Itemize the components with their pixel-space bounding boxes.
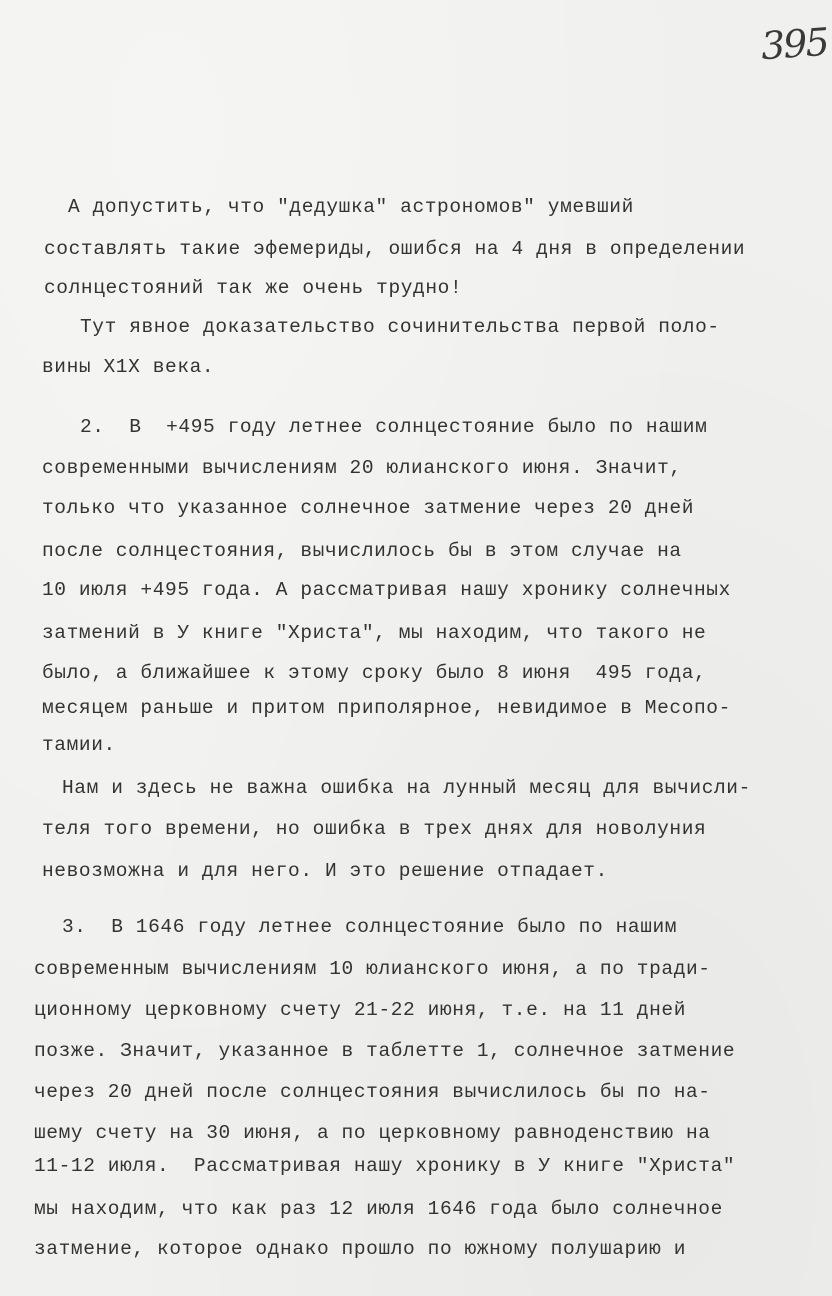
- text-line-10: 10 июля +495 года. А рассматривая нашу хронику солнечных: [42, 579, 731, 601]
- text-line-22: через 20 дней после солнцестояния вычислилось бы по на-: [34, 1081, 711, 1103]
- text-line-24: 11-12 июля. Рассматривая нашу хронику в У книге "Христа": [34, 1155, 736, 1177]
- text-line-13: месяцем раньше и притом приполярное, невидимое в Месопо-: [42, 697, 731, 719]
- text-line-14: тамии.: [42, 734, 116, 756]
- text-line-11: затмений в У книге "Христа", мы находим, что такого не: [42, 622, 707, 644]
- text-line-26: затмение, которое однако прошло по южному полушарию и: [34, 1238, 687, 1260]
- text-line-23: шему счету на 30 июня, а по церковному равноденствию на: [34, 1122, 711, 1144]
- text-line-21: позже. Значит, указанное в таблетте 1, солнечное затмение: [34, 1040, 736, 1062]
- page-number: 395: [760, 19, 830, 69]
- text-line-6: 2. В +495 году летнее солнцестояние было по нашим: [80, 416, 708, 438]
- text-line-5: вины Х1Х века.: [42, 356, 215, 378]
- text-line-18: 3. В 1646 году летнее солнцестояние было по нашим: [62, 916, 678, 938]
- text-line-25: мы находим, что как раз 12 июля 1646 года было солнечное: [34, 1198, 723, 1220]
- text-line-7: современными вычислениям 20 юлианского июня. Значит,: [42, 457, 682, 479]
- text-line-8: только что указанное солнечное затмение через 20 дней: [42, 497, 695, 519]
- text-line-15: Нам и здесь не важна ошибка на лунный месяц для вычисли-: [62, 777, 751, 799]
- text-line-19: современным вычислениям 10 юлианского июня, а по тради-: [34, 958, 711, 980]
- text-line-1: А допустить, что "дедушка" астрономов" умевший: [68, 196, 634, 218]
- text-line-2: составлять такие эфемериды, ошибся на 4 дня в определении: [44, 238, 746, 260]
- text-line-4: Тут явное доказательство сочинительства первой поло-: [80, 316, 720, 338]
- text-line-17: невозможна и для него. И это решение отпадает.: [42, 860, 608, 882]
- text-line-12: было, а ближайшее к этому сроку было 8 июня 495 года,: [42, 662, 707, 684]
- text-line-16: теля того времени, но ошибка в трех днях для новолуния: [42, 818, 707, 840]
- text-line-20: ционному церковному счету 21-22 июня, т.е. на 11 дней: [34, 999, 687, 1021]
- text-line-3: солнцестояний так же очень трудно!: [44, 277, 463, 299]
- text-line-9: после солнцестояния, вычислилось бы в этом случае на: [42, 540, 682, 562]
